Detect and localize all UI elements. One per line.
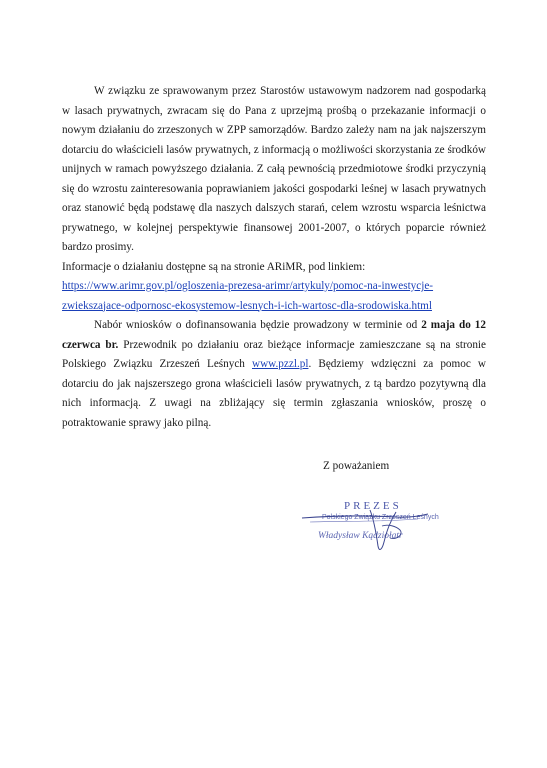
president-stamp	[300, 500, 450, 560]
deadline-text-end: . Będziemy wdzięczni za pomoc w dotarciu do jak najszerszego grona właścicieli lasów prywatnych, z tą bardzo pozytywną dla nich informacją. Z uwagi na zbliżający się termin zgłaszania wniosków, proszę o potraktowanie sprawy jako pilną.	[62, 358, 486, 429]
stamp-name: Władysław Kądziołatr	[318, 531, 403, 541]
arimr-link[interactable]	[62, 277, 486, 316]
info-line: Informacje o działaniu dostępne są na stronie ARiMR, pod linkiem:	[62, 260, 366, 273]
stamp-organization: Polskiego Związku Zrzeszeń Leśnych	[322, 514, 439, 521]
deadline-text-mid: Przewodnik po działaniu oraz bieżące informacje zamieszczane są na stronie Polskiego Związku Zrzeszeń Leśnych	[62, 338, 486, 370]
arimr-link-line-2[interactable]: zwiekszajace-odpornosc-ekosystemow-lesnych-i-ich-wartosc-dla-srodowiska.html	[62, 299, 432, 312]
paragraph-request: W związku ze sprawowanym przez Starostów ustawowym nadzorem nad gospodarką w lasach prywatnych, zwracam się do Pana z uprzejmą prośbą o przekazanie informacji o nowym działaniu do zrzeszonych w ZPP samorządów. Bardzo zależy nam na jak najszerszym dotarciu do właścicieli lasów prywatnych, z informacją o możliwości skorzystania ze środków unijnych w ramach powyższego działania. Z całą pewnością przedmiotowe środki przyczynią się do wzrostu zainteresowania poprawianiem jakości gospodarki leśnej w lasach prywatnych oraz stanowić będą podstawę dla naszych dalszych starań, celem wzrostu wsparcia leśnictwa prywatnego, w kolejnej perspektywie finansowej 2001-2007, o których poparcie również bardzo prosimy.	[62, 85, 486, 253]
paragraph-deadline	[62, 316, 486, 433]
stamp-title: PREZES	[344, 500, 402, 512]
letter-body	[62, 82, 486, 433]
handwritten-signature	[300, 500, 450, 560]
closing-salutation: Z poważaniem	[323, 460, 390, 472]
deadline-text-start: Nabór wniosków o dofinansowania będzie prowadzony w terminie od	[94, 319, 422, 331]
deadline-dates: 2 maja do 12 czerwca br.	[62, 319, 486, 351]
arimr-link-line-1[interactable]: https://www.arimr.gov.pl/ogloszenia-prezesa-arimr/artykuly/pomoc-na-inwestycje-	[62, 280, 434, 292]
pzzl-link[interactable]: www.pzzl.pl	[252, 358, 309, 370]
